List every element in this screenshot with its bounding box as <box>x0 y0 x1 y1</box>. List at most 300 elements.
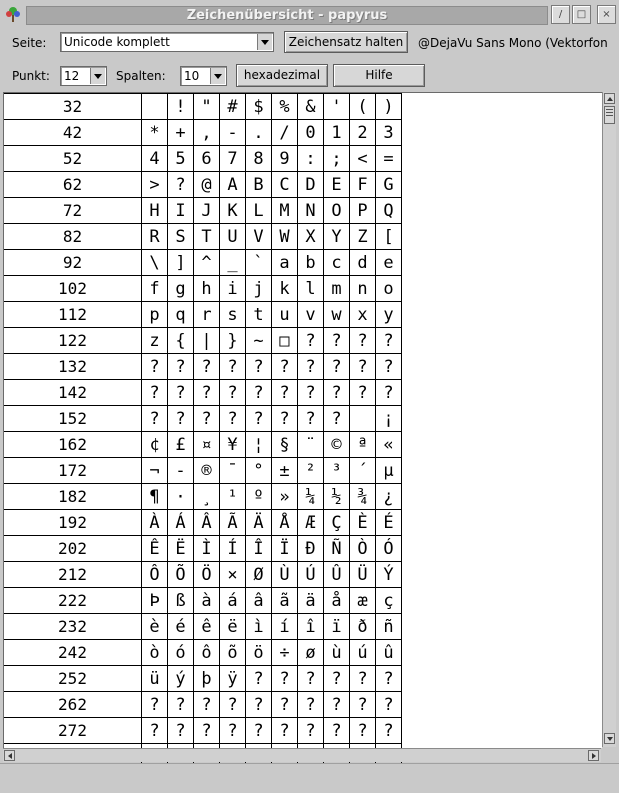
papyrus-app-icon[interactable] <box>4 5 22 23</box>
row-start-code: 272 <box>4 718 142 744</box>
char-cell[interactable]: 9 <box>272 146 298 172</box>
character-table <box>4 93 402 770</box>
char-cell[interactable]: { <box>168 328 194 354</box>
char-cell[interactable]: ° <box>246 458 272 484</box>
char-cell[interactable]: S <box>168 224 194 250</box>
row-start-code: 132 <box>4 354 142 380</box>
char-cell[interactable]: Ì <box>194 536 220 562</box>
char-cell[interactable]: < <box>350 146 376 172</box>
char-cell[interactable]: 1 <box>324 120 350 146</box>
punkt-select[interactable] <box>60 66 107 86</box>
char-cell[interactable]: d <box>350 250 376 276</box>
char-cell[interactable]: p <box>142 302 168 328</box>
char-cell[interactable]: i <box>220 276 246 302</box>
char-cell[interactable]: ? <box>350 718 376 744</box>
char-cell[interactable]: N <box>298 198 324 224</box>
char-cell[interactable]: å <box>324 588 350 614</box>
char-cell[interactable]: h <box>194 276 220 302</box>
char-cell[interactable]: E <box>324 172 350 198</box>
char-cell[interactable]: ë <box>220 614 246 640</box>
vertical-scrollbar[interactable] <box>602 92 616 747</box>
char-cell[interactable]: F <box>350 172 376 198</box>
char-cell[interactable]: k <box>272 276 298 302</box>
char-cell[interactable]: a <box>272 250 298 276</box>
spalten-select[interactable] <box>180 66 227 86</box>
char-cell[interactable]: u <box>272 302 298 328</box>
char-cell[interactable]: O <box>324 198 350 224</box>
char-cell[interactable]: Ó <box>376 536 402 562</box>
char-cell[interactable]: ' <box>324 94 350 120</box>
char-cell[interactable]: ö <box>246 640 272 666</box>
char-cell[interactable]: ? <box>142 692 168 718</box>
char-cell[interactable]: , <box>194 120 220 146</box>
char-cell[interactable]: A <box>220 172 246 198</box>
char-cell[interactable]: ? <box>168 718 194 744</box>
char-cell[interactable]: ? <box>376 692 402 718</box>
char-cell[interactable]: ? <box>168 406 194 432</box>
char-cell[interactable]: Ù <box>272 562 298 588</box>
zeichensatz-halten-button[interactable]: Zeichensatz halten <box>284 31 408 53</box>
char-cell[interactable]: 3 <box>376 120 402 146</box>
table-row <box>4 406 402 432</box>
table-row <box>4 640 402 666</box>
minimize-button[interactable]: / <box>551 5 570 24</box>
char-cell[interactable]: ? <box>350 354 376 380</box>
char-cell[interactable]: ¸ <box>194 484 220 510</box>
char-cell[interactable]: ? <box>246 406 272 432</box>
char-cell[interactable]: l <box>298 276 324 302</box>
char-cell[interactable]: ? <box>376 380 402 406</box>
char-cell[interactable]: ? <box>246 718 272 744</box>
char-cell[interactable]: ? <box>246 380 272 406</box>
char-cell[interactable]: ? <box>272 406 298 432</box>
char-cell[interactable]: j <box>246 276 272 302</box>
char-cell[interactable]: V <box>246 224 272 250</box>
hilfe-button[interactable]: Hilfe <box>333 64 425 87</box>
char-cell[interactable]: P <box>350 198 376 224</box>
char-cell[interactable]: ? <box>298 666 324 692</box>
horizontal-scrollbar[interactable] <box>3 748 601 762</box>
char-cell[interactable]: q <box>168 302 194 328</box>
char-cell[interactable]: í <box>272 614 298 640</box>
char-cell[interactable]: n <box>350 276 376 302</box>
char-cell[interactable]: ? <box>194 354 220 380</box>
vertical-scroll-thumb[interactable] <box>604 106 615 124</box>
char-cell[interactable]: Ø <box>246 562 272 588</box>
punkt-label: Punkt: <box>12 69 50 83</box>
char-cell[interactable]: ý <box>168 666 194 692</box>
char-cell[interactable]: ? <box>220 718 246 744</box>
char-cell[interactable]: ? <box>324 692 350 718</box>
char-cell[interactable]: / <box>272 120 298 146</box>
char-cell[interactable]: § <box>272 432 298 458</box>
row-start-code: 222 <box>4 588 142 614</box>
char-cell[interactable]: µ <box>376 458 402 484</box>
row-start-code: 112 <box>4 302 142 328</box>
row-start-code: 122 <box>4 328 142 354</box>
char-cell[interactable]: X <box>298 224 324 250</box>
char-cell[interactable]: ÷ <box>272 640 298 666</box>
char-cell[interactable]: » <box>272 484 298 510</box>
char-cell[interactable]: ? <box>272 666 298 692</box>
char-cell[interactable]: © <box>324 432 350 458</box>
char-cell[interactable]: ò <box>142 640 168 666</box>
char-cell[interactable]: b <box>298 250 324 276</box>
char-cell[interactable]: ? <box>324 718 350 744</box>
char-cell[interactable]: ¾ <box>350 484 376 510</box>
char-cell[interactable]: ² <box>298 458 324 484</box>
char-cell[interactable]: ¿ <box>376 484 402 510</box>
char-cell[interactable]: Ý <box>376 562 402 588</box>
arrow-right-icon <box>592 753 596 759</box>
char-cell[interactable]: ³ <box>324 458 350 484</box>
char-cell[interactable]: W <box>272 224 298 250</box>
char-cell[interactable]: ? <box>246 692 272 718</box>
char-cell[interactable]: □ <box>272 328 298 354</box>
char-cell[interactable]: 2 <box>350 120 376 146</box>
char-cell[interactable]: 0 <box>298 120 324 146</box>
char-cell[interactable]: ? <box>142 406 168 432</box>
char-cell[interactable]: õ <box>220 640 246 666</box>
char-cell[interactable]: ¼ <box>298 484 324 510</box>
char-cell[interactable]: ± <box>272 458 298 484</box>
char-cell[interactable]: Ð <box>298 536 324 562</box>
char-cell[interactable]: ã <box>272 588 298 614</box>
char-cell[interactable]: r <box>194 302 220 328</box>
char-cell[interactable]: ? <box>168 692 194 718</box>
table-row <box>4 562 402 588</box>
char-cell[interactable]: æ <box>350 588 376 614</box>
char-cell[interactable]: â <box>246 588 272 614</box>
char-cell[interactable]: K <box>220 198 246 224</box>
char-cell[interactable]: ? <box>194 692 220 718</box>
char-cell[interactable]: ì <box>246 614 272 640</box>
char-cell[interactable]: 6 <box>194 146 220 172</box>
char-cell[interactable]: v <box>298 302 324 328</box>
row-start-code: 212 <box>4 562 142 588</box>
char-cell[interactable]: f <box>142 276 168 302</box>
char-cell[interactable]: [ <box>376 224 402 250</box>
char-cell[interactable]: Ö <box>194 562 220 588</box>
status-bar <box>0 763 619 793</box>
char-cell[interactable]: ? <box>324 666 350 692</box>
char-cell[interactable]: - <box>168 458 194 484</box>
char-cell[interactable]: ´ <box>350 458 376 484</box>
char-cell[interactable]: È <box>350 510 376 536</box>
char-cell[interactable]: ? <box>350 692 376 718</box>
char-cell[interactable]: Ü <box>350 562 376 588</box>
char-cell[interactable]: ? <box>298 354 324 380</box>
char-cell[interactable]: ¢ <box>142 432 168 458</box>
char-cell[interactable]: × <box>220 562 246 588</box>
char-cell[interactable]: ç <box>376 588 402 614</box>
char-cell[interactable]: U <box>220 224 246 250</box>
char-cell[interactable]: ? <box>376 354 402 380</box>
char-cell[interactable]: ? <box>272 718 298 744</box>
char-cell[interactable]: Ú <box>298 562 324 588</box>
char-cell[interactable]: c <box>324 250 350 276</box>
char-cell[interactable]: î <box>298 614 324 640</box>
char-cell[interactable]: À <box>142 510 168 536</box>
char-cell[interactable]: B <box>246 172 272 198</box>
char-cell[interactable]: G <box>376 172 402 198</box>
char-cell[interactable]: z <box>142 328 168 354</box>
char-cell[interactable]: ¦ <box>246 432 272 458</box>
char-cell[interactable]: á <box>220 588 246 614</box>
char-cell[interactable]: I <box>168 198 194 224</box>
char-cell[interactable]: ¨ <box>298 432 324 458</box>
char-cell[interactable]: Á <box>168 510 194 536</box>
char-cell[interactable]: ¥ <box>220 432 246 458</box>
char-cell[interactable]: ? <box>376 328 402 354</box>
char-cell[interactable]: Û <box>324 562 350 588</box>
char-cell[interactable]: ] <box>168 250 194 276</box>
char-cell[interactable]: 5 <box>168 146 194 172</box>
char-cell[interactable]: Â <box>194 510 220 536</box>
char-cell[interactable]: ß <box>168 588 194 614</box>
char-cell[interactable]: ù <box>324 640 350 666</box>
char-cell[interactable]: ú <box>350 640 376 666</box>
char-cell[interactable]: . <box>246 120 272 146</box>
char-cell[interactable]: ? <box>324 354 350 380</box>
char-cell[interactable]: J <box>194 198 220 224</box>
seite-select[interactable] <box>60 32 274 52</box>
char-cell[interactable]: @ <box>194 172 220 198</box>
char-cell[interactable]: ? <box>298 328 324 354</box>
char-cell[interactable]: þ <box>194 666 220 692</box>
char-cell[interactable]: ¡ <box>376 406 402 432</box>
char-cell[interactable]: Z <box>350 224 376 250</box>
char-cell[interactable]: ï <box>324 614 350 640</box>
char-cell[interactable]: Î <box>246 536 272 562</box>
char-cell[interactable]: # <box>220 94 246 120</box>
char-cell[interactable]: ? <box>272 380 298 406</box>
char-cell[interactable]: · <box>168 484 194 510</box>
table-row <box>4 250 402 276</box>
char-cell[interactable]: H <box>142 198 168 224</box>
char-cell[interactable]: ? <box>246 354 272 380</box>
char-cell[interactable]: = <box>376 146 402 172</box>
char-cell[interactable]: è <box>142 614 168 640</box>
char-cell[interactable]: ~ <box>246 328 272 354</box>
char-cell[interactable]: Ï <box>272 536 298 562</box>
char-cell[interactable]: w <box>324 302 350 328</box>
close-button[interactable]: × <box>597 5 616 24</box>
char-cell[interactable]: ? <box>350 380 376 406</box>
row-start-code: 52 <box>4 146 142 172</box>
char-cell[interactable]: ? <box>168 354 194 380</box>
char-cell[interactable]: « <box>376 432 402 458</box>
character-table-area[interactable] <box>3 92 602 748</box>
char-cell[interactable]: é <box>168 614 194 640</box>
char-cell[interactable]: ? <box>246 666 272 692</box>
char-cell[interactable]: ? <box>220 692 246 718</box>
char-cell[interactable]: ( <box>350 94 376 120</box>
char-cell[interactable]: ? <box>324 380 350 406</box>
char-cell[interactable]: ® <box>194 458 220 484</box>
char-cell[interactable]: _ <box>220 250 246 276</box>
hexadezimal-button[interactable]: hexadezimal <box>236 64 328 87</box>
char-cell[interactable]: ¯ <box>220 458 246 484</box>
table-row <box>4 484 402 510</box>
char-cell[interactable]: Õ <box>168 562 194 588</box>
char-cell[interactable]: ? <box>142 718 168 744</box>
char-cell[interactable] <box>142 94 168 120</box>
char-cell[interactable]: û <box>376 640 402 666</box>
chevron-down-icon[interactable] <box>257 34 272 50</box>
char-cell[interactable]: Q <box>376 198 402 224</box>
title-bar[interactable] <box>0 0 619 29</box>
char-cell[interactable]: " <box>194 94 220 120</box>
char-cell[interactable]: & <box>298 94 324 120</box>
char-cell[interactable]: ð <box>350 614 376 640</box>
char-cell[interactable]: Ä <box>246 510 272 536</box>
char-cell[interactable]: + <box>168 120 194 146</box>
char-cell[interactable]: ½ <box>324 484 350 510</box>
row-start-code: 262 <box>4 692 142 718</box>
char-cell[interactable]: ñ <box>376 614 402 640</box>
char-cell[interactable]: Ô <box>142 562 168 588</box>
char-cell[interactable] <box>350 406 376 432</box>
spalten-select-value: 10 <box>184 69 200 83</box>
char-cell[interactable]: - <box>220 120 246 146</box>
char-cell[interactable]: M <box>272 198 298 224</box>
char-cell[interactable]: : <box>298 146 324 172</box>
chevron-down-icon[interactable] <box>90 68 105 84</box>
char-cell[interactable]: $ <box>246 94 272 120</box>
char-cell[interactable]: ÿ <box>220 666 246 692</box>
char-cell[interactable]: ? <box>272 354 298 380</box>
char-cell[interactable]: ? <box>324 406 350 432</box>
char-cell[interactable]: ? <box>376 666 402 692</box>
char-cell[interactable]: ¤ <box>194 432 220 458</box>
char-cell[interactable]: ? <box>298 406 324 432</box>
char-cell[interactable]: ? <box>220 354 246 380</box>
char-cell[interactable]: Å <box>272 510 298 536</box>
char-cell[interactable]: ? <box>376 718 402 744</box>
char-cell[interactable]: ? <box>168 380 194 406</box>
char-cell[interactable]: ø <box>298 640 324 666</box>
char-cell[interactable]: ? <box>220 380 246 406</box>
char-cell[interactable]: ? <box>142 354 168 380</box>
char-cell[interactable]: * <box>142 120 168 146</box>
char-cell[interactable]: Æ <box>298 510 324 536</box>
char-cell[interactable]: É <box>376 510 402 536</box>
char-cell[interactable]: 8 <box>246 146 272 172</box>
char-cell[interactable]: o <box>376 276 402 302</box>
char-cell[interactable]: > <box>142 172 168 198</box>
table-row <box>4 380 402 406</box>
char-cell[interactable]: ¬ <box>142 458 168 484</box>
char-cell[interactable]: t <box>246 302 272 328</box>
char-cell[interactable]: ` <box>246 250 272 276</box>
table-row <box>4 614 402 640</box>
row-start-code: 182 <box>4 484 142 510</box>
char-cell[interactable]: C <box>272 172 298 198</box>
char-cell[interactable]: ó <box>168 640 194 666</box>
row-start-code: 172 <box>4 458 142 484</box>
char-cell[interactable]: ô <box>194 640 220 666</box>
row-start-code: 92 <box>4 250 142 276</box>
char-cell[interactable]: Ò <box>350 536 376 562</box>
char-cell[interactable]: Ã <box>220 510 246 536</box>
maximize-button[interactable]: □ <box>572 5 591 24</box>
char-cell[interactable]: ^ <box>194 250 220 276</box>
char-cell[interactable]: ê <box>194 614 220 640</box>
char-cell[interactable]: à <box>194 588 220 614</box>
char-cell[interactable]: ä <box>298 588 324 614</box>
char-cell[interactable]: T <box>194 224 220 250</box>
char-cell[interactable]: m <box>324 276 350 302</box>
char-cell[interactable]: D <box>298 172 324 198</box>
char-cell[interactable]: Ë <box>168 536 194 562</box>
char-cell[interactable]: ? <box>142 380 168 406</box>
char-cell[interactable]: Í <box>220 536 246 562</box>
char-cell[interactable]: R <box>142 224 168 250</box>
char-cell[interactable]: ? <box>194 406 220 432</box>
scroll-up-button[interactable] <box>604 93 615 104</box>
char-cell[interactable]: s <box>220 302 246 328</box>
char-cell[interactable]: 4 <box>142 146 168 172</box>
char-cell[interactable]: % <box>272 94 298 120</box>
char-cell[interactable]: ? <box>350 328 376 354</box>
row-start-code: 72 <box>4 198 142 224</box>
char-cell[interactable]: ? <box>168 172 194 198</box>
char-cell[interactable]: ? <box>194 718 220 744</box>
char-cell[interactable]: Þ <box>142 588 168 614</box>
char-cell[interactable]: Y <box>324 224 350 250</box>
scroll-left-button[interactable] <box>4 750 15 761</box>
char-cell[interactable]: | <box>194 328 220 354</box>
char-cell[interactable]: Ê <box>142 536 168 562</box>
scroll-right-button[interactable] <box>588 750 599 761</box>
char-cell[interactable]: ? <box>298 692 324 718</box>
char-cell[interactable]: \ <box>142 250 168 276</box>
char-cell[interactable]: ª <box>350 432 376 458</box>
row-start-code: 202 <box>4 536 142 562</box>
table-row <box>4 718 402 744</box>
char-cell[interactable]: ? <box>194 380 220 406</box>
window-title-bar <box>26 6 548 25</box>
char-cell[interactable]: ? <box>220 406 246 432</box>
char-cell[interactable]: ? <box>324 328 350 354</box>
char-cell[interactable]: x <box>350 302 376 328</box>
char-cell[interactable]: ? <box>298 718 324 744</box>
chevron-down-icon[interactable] <box>210 68 225 84</box>
char-cell[interactable]: ! <box>168 94 194 120</box>
char-cell[interactable]: Ñ <box>324 536 350 562</box>
table-row <box>4 276 402 302</box>
char-cell[interactable]: º <box>246 484 272 510</box>
char-cell[interactable]: } <box>220 328 246 354</box>
char-cell[interactable]: £ <box>168 432 194 458</box>
char-cell[interactable]: e <box>376 250 402 276</box>
char-cell[interactable]: 7 <box>220 146 246 172</box>
char-cell[interactable]: ? <box>350 666 376 692</box>
char-cell[interactable]: Ç <box>324 510 350 536</box>
char-cell[interactable]: y <box>376 302 402 328</box>
char-cell[interactable]: ¶ <box>142 484 168 510</box>
char-cell[interactable]: ) <box>376 94 402 120</box>
char-cell[interactable]: ? <box>272 692 298 718</box>
char-cell[interactable]: g <box>168 276 194 302</box>
char-cell[interactable]: ; <box>324 146 350 172</box>
scroll-down-button[interactable] <box>604 733 615 744</box>
char-cell[interactable]: ü <box>142 666 168 692</box>
char-cell[interactable]: ¹ <box>220 484 246 510</box>
char-cell[interactable]: ? <box>298 380 324 406</box>
char-cell[interactable]: L <box>246 198 272 224</box>
